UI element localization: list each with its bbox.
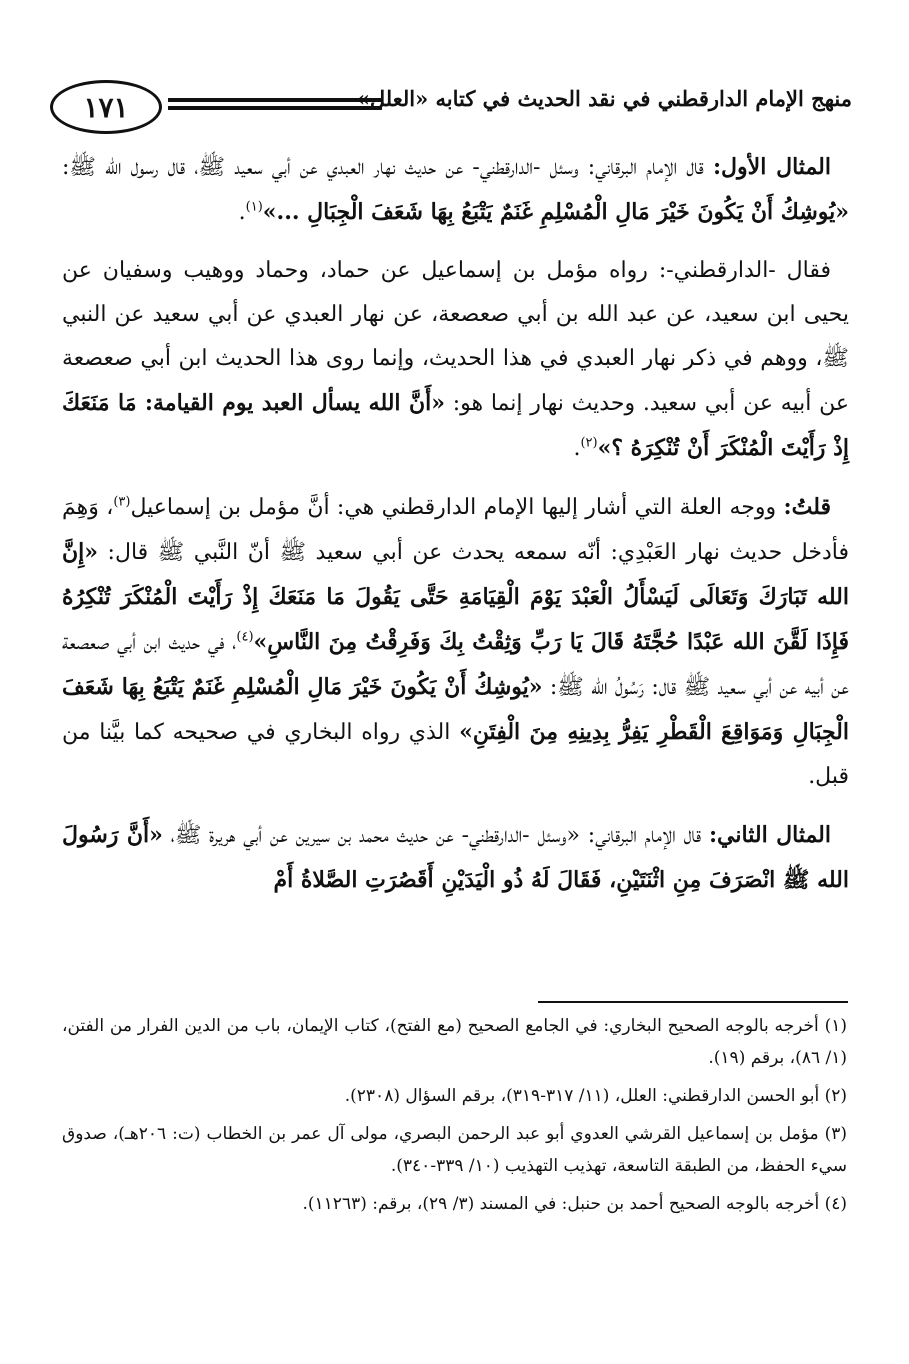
page-number: ١٧١ [83,90,129,124]
header-rule [168,98,382,114]
footnote: (٢) أبو الحسن الدارقطني: العلل، (١١/ ٣١٧-٣١٩)، برقم السؤال (٢٣٠٨). [344,1086,847,1106]
hadith-quote: «أَنَّ الله يسأل العبد يوم القيامة: مَا مَنَعَكَ إِذْ رَأَيْتَ الْمُنْكَرَ أَنْ تُنْكِرَهُ ؟» [62,390,849,461]
text-segment: فقال -الدارقطني-: رواه مؤمل بن إسماعيل عن حماد، وحماد ووهيب وسفيان عن يحيى ابن سعيد، عن عبد الله بن أبي صعصعة، عن نهار العبدي عن أبي سعيد عن النبي ﷺ، ووهم في ذكر نهار العبدي في هذا الحديث، وإنما روى هذا الحديث ابن أبي صعصعة عن أبيه عن أبي سعيد. وحديث نهار إنما هو: [62,258,849,416]
paragraph-lead: المثال الأول: [712,154,831,180]
paragraph [62,813,849,903]
footnote: (٤) أخرجه بالوجه الصحيح أحمد بن حنبل: في المسند (٣/ ٢٩)، برقم: (١١٢٦٣). [302,1194,847,1214]
footnote-ref: (٣) [113,494,131,510]
footnote-ref: (١) [245,199,263,215]
text-segment: قال الإمام البرقاني: وسئل -الدارقطني- عن حديث نهار العبدي عن أبي سعيد ﷺ، قال رسول الله ﷺ: [62,155,713,180]
page-number-badge [50,80,162,134]
paragraph [62,249,849,471]
footnote-ref: (٤) [236,629,254,645]
text-segment: قال الإمام البرقاني: «وسئل -الدارقطني- عن حديث محمد بن سيرين عن أبي هريرة ﷺ، [162,823,709,848]
hadith-quote: «إِنَّ الله تَبَارَكَ وَتَعَالَى لَيَسْأَلُ الْعَبْدَ يَوْمَ الْقِيَامَةِ حَتَّى يَقُولَ مَا مَنَعَكَ إِذْ رَأَيْتَ الْمُنْكَرَ تُنْكِرُهُ فَإِذَا لَقَّنَ الله عَبْدًا حُجَّتَهُ قَالَ يَا رَبِّ وَثِقْتُ بِكَ وَفَرِقْتُ مِنَ النَّاسِ» [62,539,849,655]
running-title: منهج الإمام الدارقطني في نقد الحديث في كتابه «العلل» [356,86,852,111]
paragraph [62,145,849,235]
footnotes [62,1010,847,1226]
hadith-quote: «يُوشِكُ أَنْ يَكُونَ خَيْرَ مَالِ الْمُسْلِمِ غَنَمٌ يَتْبَعُ بِهَا شَعَفَ الْجِبَالِ وَمَوَاقِعَ الْقَطْرِ يَفِرُّ بِدِينِهِ مِنَ الْفِتَنِ» [62,674,849,745]
hadith-quote: «أَنَّ رَسُولَ الله ﷺ انْصَرَفَ مِنِ اثْنَتَيْنِ، فَقَالَ لَهُ ذُو الْيَدَيْنِ أَقَصُرَتِ الصَّلاةُ أَمْ [62,822,849,893]
text-segment: ، في حديث ابن أبي صعصعة عن أبيه عن أبي سعيد ﷺ قال: رَسُولُ الله ﷺ: [62,630,850,700]
text-segment: . [238,200,246,225]
text-segment: ، وَهِمَ فأدخل حديث نهار العَبْدِي: أنّه سمعه يحدث عن أبي سعيد ﷺ أنّ النَّبي ﷺ قال: [62,495,849,565]
main-text [62,145,849,917]
paragraph [62,485,849,799]
text-segment: . [573,436,581,461]
paragraph-lead: قلتُ: [783,494,831,520]
footnote-separator [538,1001,848,1003]
hadith-quote: «يُوشِكُ أَنْ يَكُونَ خَيْرَ مَالِ الْمُسْلِمِ غَنَمٌ يَتْبَعُ بِهَا شَعَفَ الْجِبَالِ ...» [262,199,849,225]
footnote-ref: (٢) [580,435,598,451]
text-segment: ووجه العلة التي أشار إليها الإمام الدارقطني هي: أنَّ مؤمل بن إسماعيل [130,495,784,520]
footnote: (٣) مؤمل بن إسماعيل القرشي العدوي أبو عبد الرحمن البصري، مولى آل عمر بن الخطاب (ت: ٢٠٦هـ)، صدوق سيء الحفظ، من الطبقة التاسعة، تهذيب التهذيب (١٠/ ٣٣٩-٣٤٠). [62,1124,847,1176]
text-segment: الذي رواه البخاري في صحيحه كما بيَّنا من قبل. [62,720,849,789]
footnote: (١) أخرجه بالوجه الصحيح البخاري: في الجامع الصحيح (مع الفتح)، كتاب الإيمان، باب من الدين الفرار من الفتن، (١/ ٨٦)، برقم (١٩). [62,1016,847,1068]
paragraph-lead: المثال الثاني: [708,822,831,848]
